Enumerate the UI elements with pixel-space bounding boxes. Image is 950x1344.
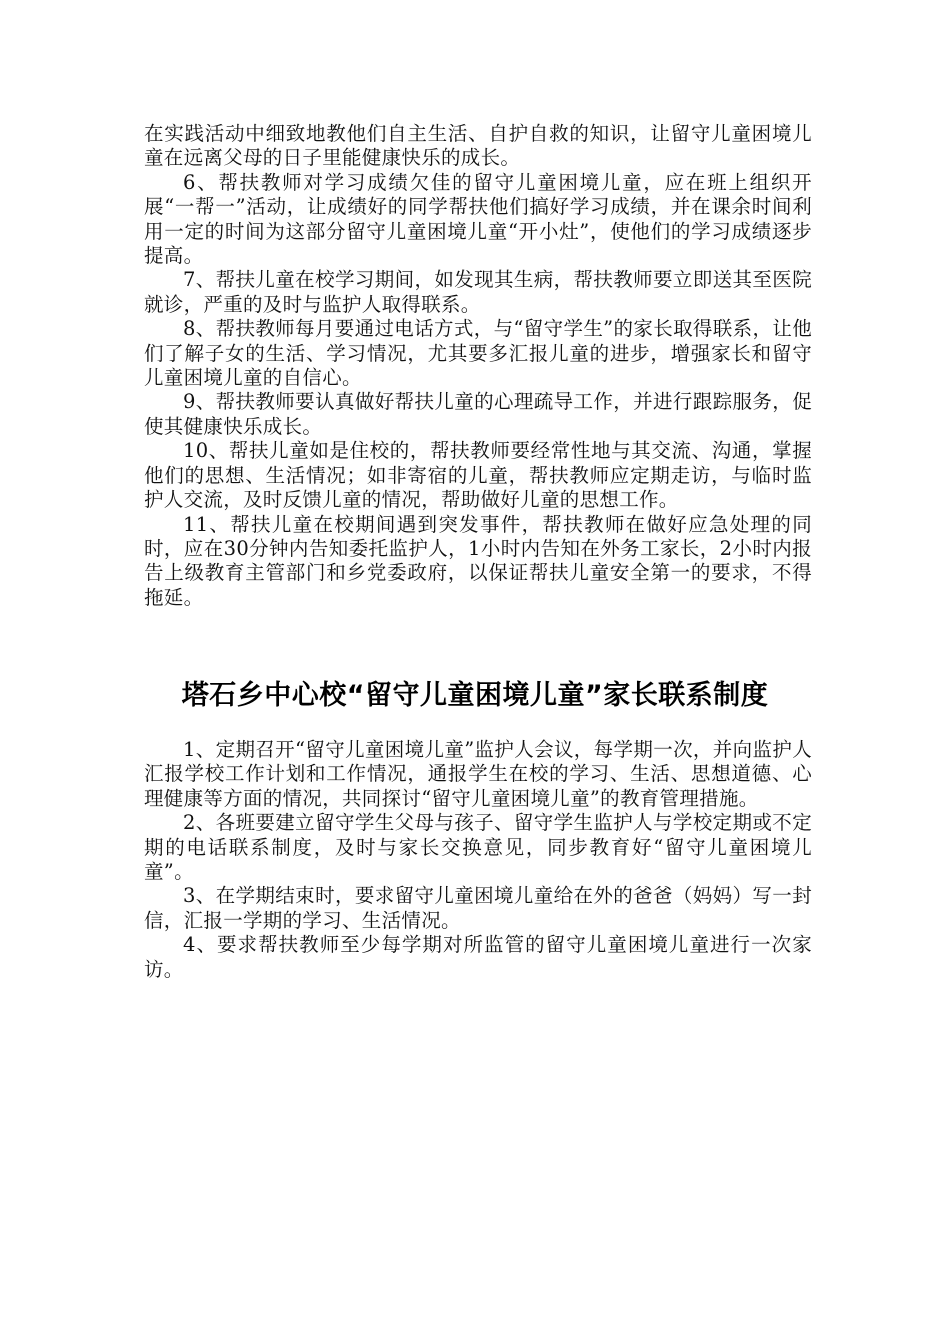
paragraph-rule-10: 10、帮扶儿童如是住校的，帮扶教师要经常性地与其交流、沟通，掌握他们的思想、生活情况；如非寄宿的儿童，帮扶教师应定期走访，与临时监护人交流，及时反馈儿童的情况，帮助做好儿童的思想工作。	[144, 439, 812, 512]
paragraph-contact-rule-4: 4、要求帮扶教师至少每学期对所监管的留守儿童困境儿童进行一次家访。	[144, 933, 812, 981]
rules-continuation	[144, 122, 812, 610]
section-title: 塔石乡中心校“留守儿童困境儿童”家长联系制度	[181, 680, 769, 711]
paragraph-contact-rule-2: 2、各班要建立留守学生父母与孩子、留守学生监护人与学校定期或不定期的电话联系制度，及时与家长交换意见，同步教育好“留守儿童困境儿童”。	[144, 811, 812, 884]
paragraph-rule-11: 11、帮扶儿童在校期间遇到突发事件，帮扶教师在做好应急处理的同时，应在30分钟内告知委托监护人，1小时内告知在外务工家长，2小时内报告上级教育主管部门和乡党委政府，以保证帮扶儿童安全第一的要求，不得拖延。	[144, 512, 812, 609]
paragraph-continuation: 在实践活动中细致地教他们自主生活、自护自救的知识，让留守儿童困境儿童在远离父母的日子里能健康快乐的成长。	[144, 122, 812, 170]
paragraph-contact-rule-3: 3、在学期结束时，要求留守儿童困境儿童给在外的爸爸（妈妈）写一封信，汇报一学期的学习、生活情况。	[144, 884, 812, 932]
paragraph-rule-7: 7、帮扶儿童在校学习期间，如发现其生病，帮扶教师要立即送其至医院就诊，严重的及时与监护人取得联系。	[144, 268, 812, 316]
paragraph-rule-8: 8、帮扶教师每月要通过电话方式，与“留守学生”的家长取得联系，让他们了解子女的生活、学习情况，尤其要多汇报儿童的进步，增强家长和留守儿童困境儿童的自信心。	[144, 317, 812, 390]
parent-contact-rules	[144, 738, 812, 982]
paragraph-rule-9: 9、帮扶教师要认真做好帮扶儿童的心理疏导工作，并进行跟踪服务，促使其健康快乐成长。	[144, 390, 812, 438]
paragraph-rule-6: 6、帮扶教师对学习成绩欠佳的留守儿童困境儿童，应在班上组织开展“一帮一”活动，让成绩好的同学帮扶他们搞好学习成绩，并在课余时间利用一定的时间为这部分留守儿童困境儿童“开小灶”，使他们的学习成绩逐步提高。	[144, 170, 812, 268]
paragraph-contact-rule-1: 1、定期召开“留守儿童困境儿童”监护人会议，每学期一次，并向监护人汇报学校工作计划和工作情况，通报学生在校的学习、生活、思想道德、心理健康等方面的情况，共同探讨“留守儿童困境儿童”的教育管理措施。	[144, 738, 812, 810]
